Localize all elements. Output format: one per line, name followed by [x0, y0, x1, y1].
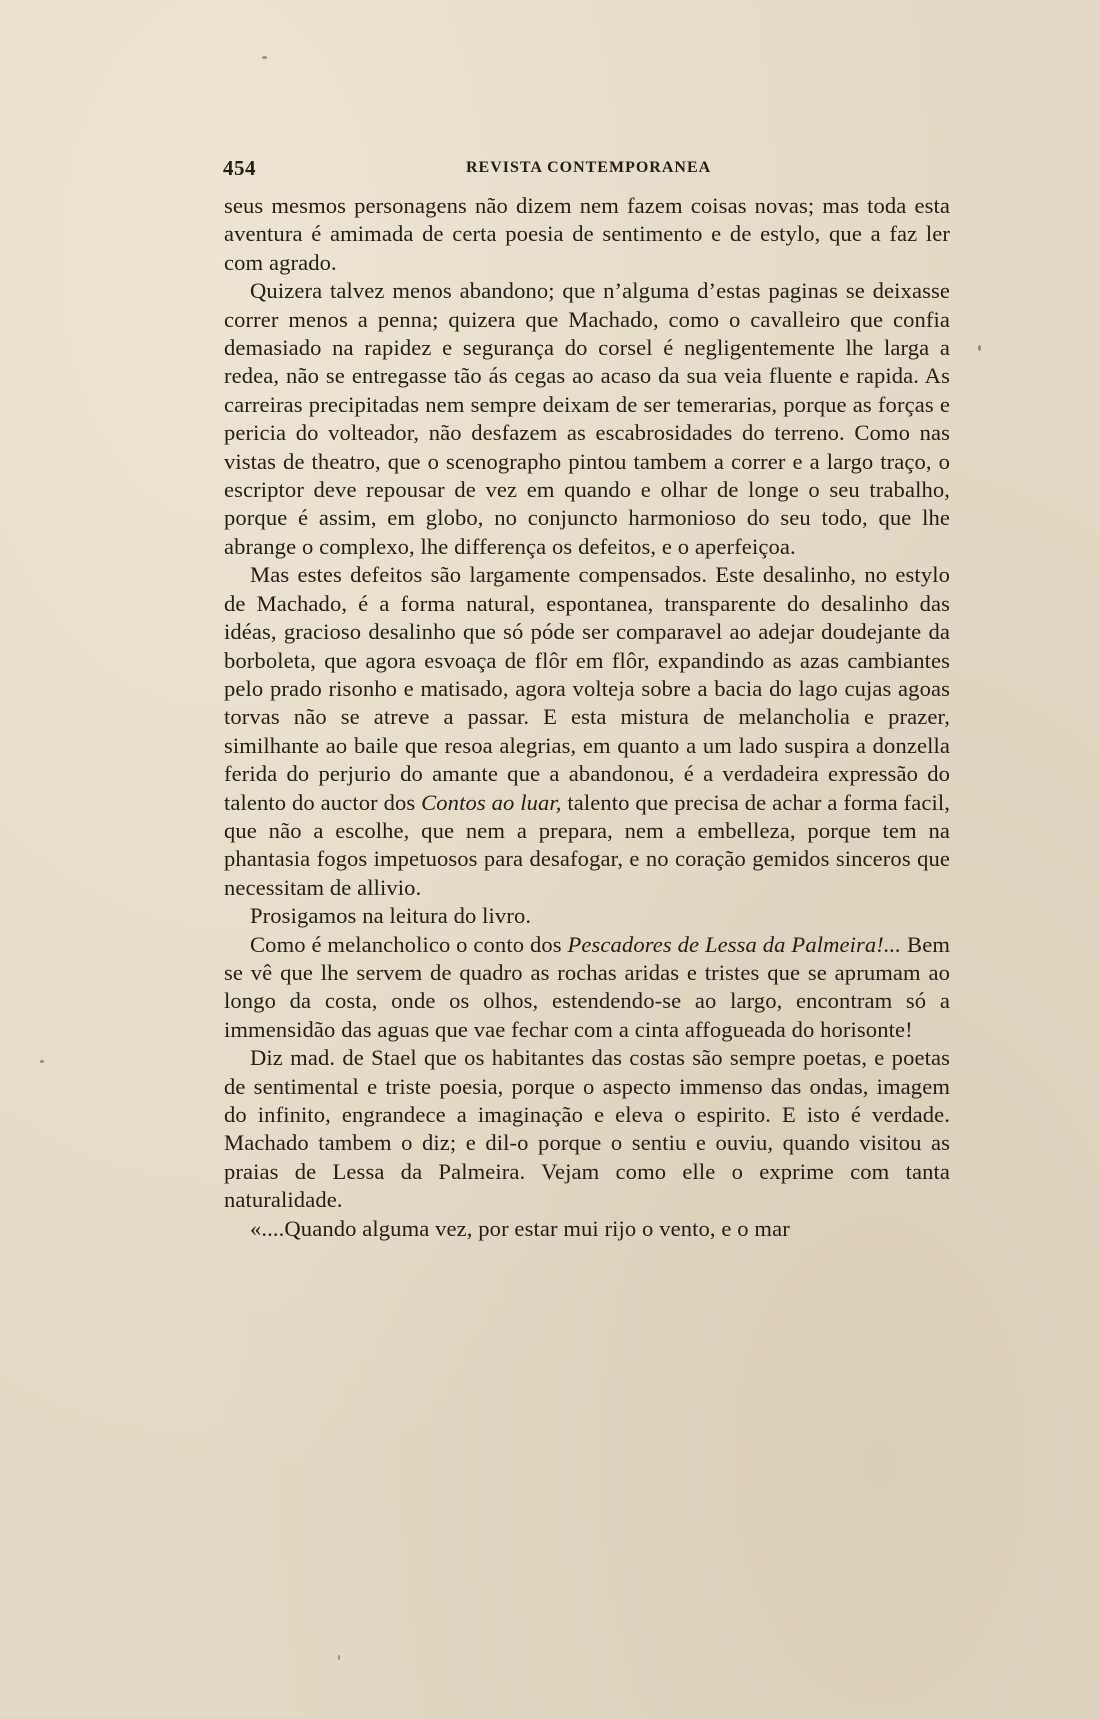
running-head [223, 156, 948, 180]
body-text [224, 192, 950, 1243]
paragraph-5 [224, 931, 950, 1045]
paragraph-4: Prosigamos na leitura do livro. [250, 903, 532, 929]
paper-speck [978, 345, 981, 351]
paragraph-3 [224, 561, 950, 902]
book-title-contos: Contos ao luar, [421, 789, 562, 815]
journal-title: REVISTA CONTEMPORANEA [466, 159, 712, 176]
page-number: 454 [223, 156, 256, 180]
paper-speck [262, 56, 267, 59]
paper-speck [40, 1060, 44, 1063]
paragraph-6: Diz mad. de Stael que os habitantes das costas são sempre poetas, e poetas de sentimental e triste poesia, porque o aspecto immenso das ondas, imagem do infinito, engrandece a imaginação e eleva o espirito. E isto é verdade. Machado tambem o diz; e dil-o porque o sentiu e ouviu, quando visitou as praias de Lessa da Palmeira. Vejam como elle o exprime com tanta naturalidade. [224, 1045, 950, 1213]
paragraph-1: seus mesmos personagens não dizem nem fazem coisas novas; mas toda esta aventura é amimada de certa poesia de sentimento e de estylo, que a faz ler com agrado. [224, 193, 950, 275]
paper-speck [338, 1655, 340, 1660]
paragraph-5-text-a: Como é melancholico o conto dos [250, 931, 568, 957]
paragraph-3-text-a: Mas estes defeitos são largamente compensados. Este desalinho, no estylo de Machado, é a forma natural, espontanea, transparente do desalinho das idéas, gracioso desalinho que só póde ser comparavel ao adejar doudejante da borboleta, que agora esvoaça de flôr em flôr, expandindo as azas cambiantes pelo prado risonho e matisado, agora volteja sobre a bacia do lago cujas agoas torvas não se atreve a passar. E esta mistura de melancholia e prazer, similhante ao baile que resoa alegrias, em quanto a um lado suspira a donzella ferida do perjurio do amante que a abandonou, é a verdadeira expressão do talento do auctor dos [224, 562, 950, 815]
paragraph-3-text-b: talento que precisa de achar a forma facil, que não a escolhe, que nem a prepara, nem a embelleza, porque tem na phantasia fogos impetuosos para desafogar, e no coração gemidos sinceros que necessitam de allivio. [224, 789, 950, 900]
paragraph-5-text-b: Bem se vê que lhe servem de quadro as rochas aridas e tristes que se aprumam ao longo da costa, onde os olhos, estendendo-se ao largo, encontram só a immensidão das aguas que vae fechar com a cinta affogueada do horisonte! [224, 931, 950, 1042]
paragraph-2: Quizera talvez menos abandono; que n’alguma d’estas paginas se deixasse correr menos a penna; quizera que Machado, como o cavalleiro que confia demasiado na rapidez e segurança do corsel é negligentemente lhe larga a redea, não se entregasse tão ás cegas ao acaso da sua veia fluente e rapida. As carreiras precipitadas nem sempre deixam de ser temerarias, porque as forças e pericia do volteador, não desfazem as escabrosidades do terreno. Como nas vistas de theatro, que o scenographo pintou tambem a correr e a largo traço, o escriptor deve repousar de vez em quando e olhar de longe o seu trabalho, porque é assim, em globo, no conjuncto harmonioso do seu todo, que lhe abrange o complexo, lhe differença os defeitos, e o aperfeiçoa. [224, 278, 950, 559]
paragraph-7: «....Quando alguma vez, por estar mui rijo o vento, e o mar [250, 1215, 790, 1241]
story-title-pescadores: Pescadores de Lessa da Palmeira!... [567, 931, 902, 957]
